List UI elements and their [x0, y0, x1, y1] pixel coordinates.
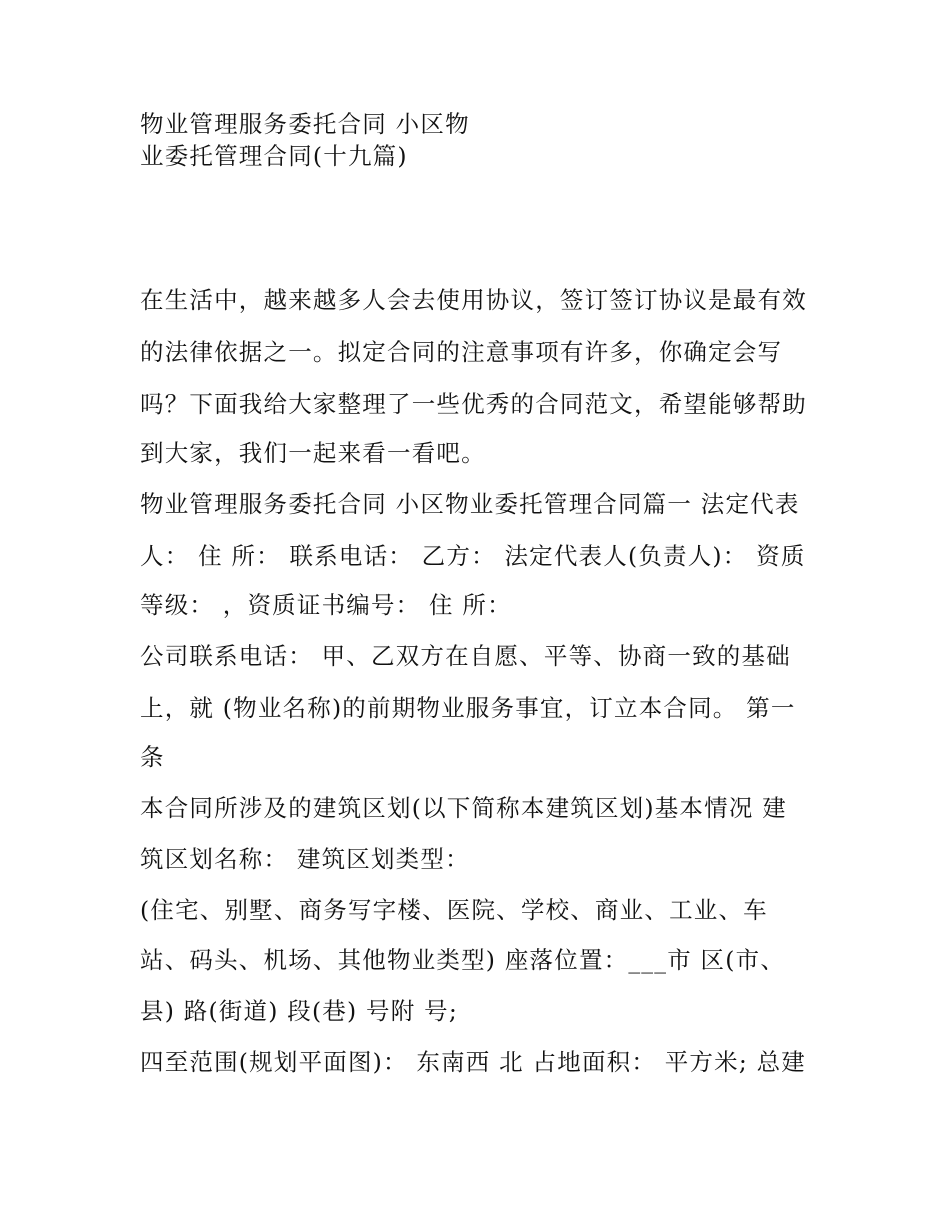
body-line: 的法律依据之一。拟定合同的注意事项有许多，你确定会写	[140, 338, 783, 366]
title-line: 业委托管理合同(十九篇)	[140, 142, 408, 170]
body-line: 上，就 (物业名称)的前期物业服务事宜，订立本合同。 第一	[140, 694, 796, 722]
body-line: 四至范围(规划平面图)： 东南西 北 占地面积： 平方米; 总建	[140, 1048, 807, 1076]
body-line: 在生活中，越来越多人会去使用协议，签订签订协议是最有效	[140, 286, 807, 314]
body-line: 本合同所涉及的建筑区划(以下简称本建筑区划)基本情况 建	[140, 794, 787, 822]
body-line: 站、码头、机场、其他物业类型) 座落位置：___市 区(市、	[140, 946, 786, 974]
body-line: 吗？下面我给大家整理了一些优秀的合同范文，希望能够帮助	[140, 390, 807, 418]
title-line: 物业管理服务委托合同 小区物	[140, 110, 470, 138]
body-line: 条	[140, 743, 165, 771]
document-title	[140, 108, 820, 172]
body-line: 物业管理服务委托合同 小区物业委托管理合同篇一 法定代表	[140, 490, 800, 518]
body-line: 公司联系电话： 甲、乙双方在自愿、平等、协商一致的基础	[140, 642, 791, 670]
body-line: 县) 路(街道) 段(巷) 号附 号;	[140, 997, 458, 1025]
body-line: (住宅、别墅、商务写字楼、医院、学校、商业、工业、车	[140, 896, 768, 924]
body-line: 筑区划名称： 建筑区划类型：	[140, 845, 470, 873]
body-line: 人： 住 所： 联系电话： 乙方： 法定代表人(负责人)： 资质	[140, 542, 806, 570]
body-line: 到大家，我们一起来看一看吧。	[140, 439, 486, 467]
body-line: 等级： ，资质证书编号： 住 所：	[140, 591, 512, 619]
